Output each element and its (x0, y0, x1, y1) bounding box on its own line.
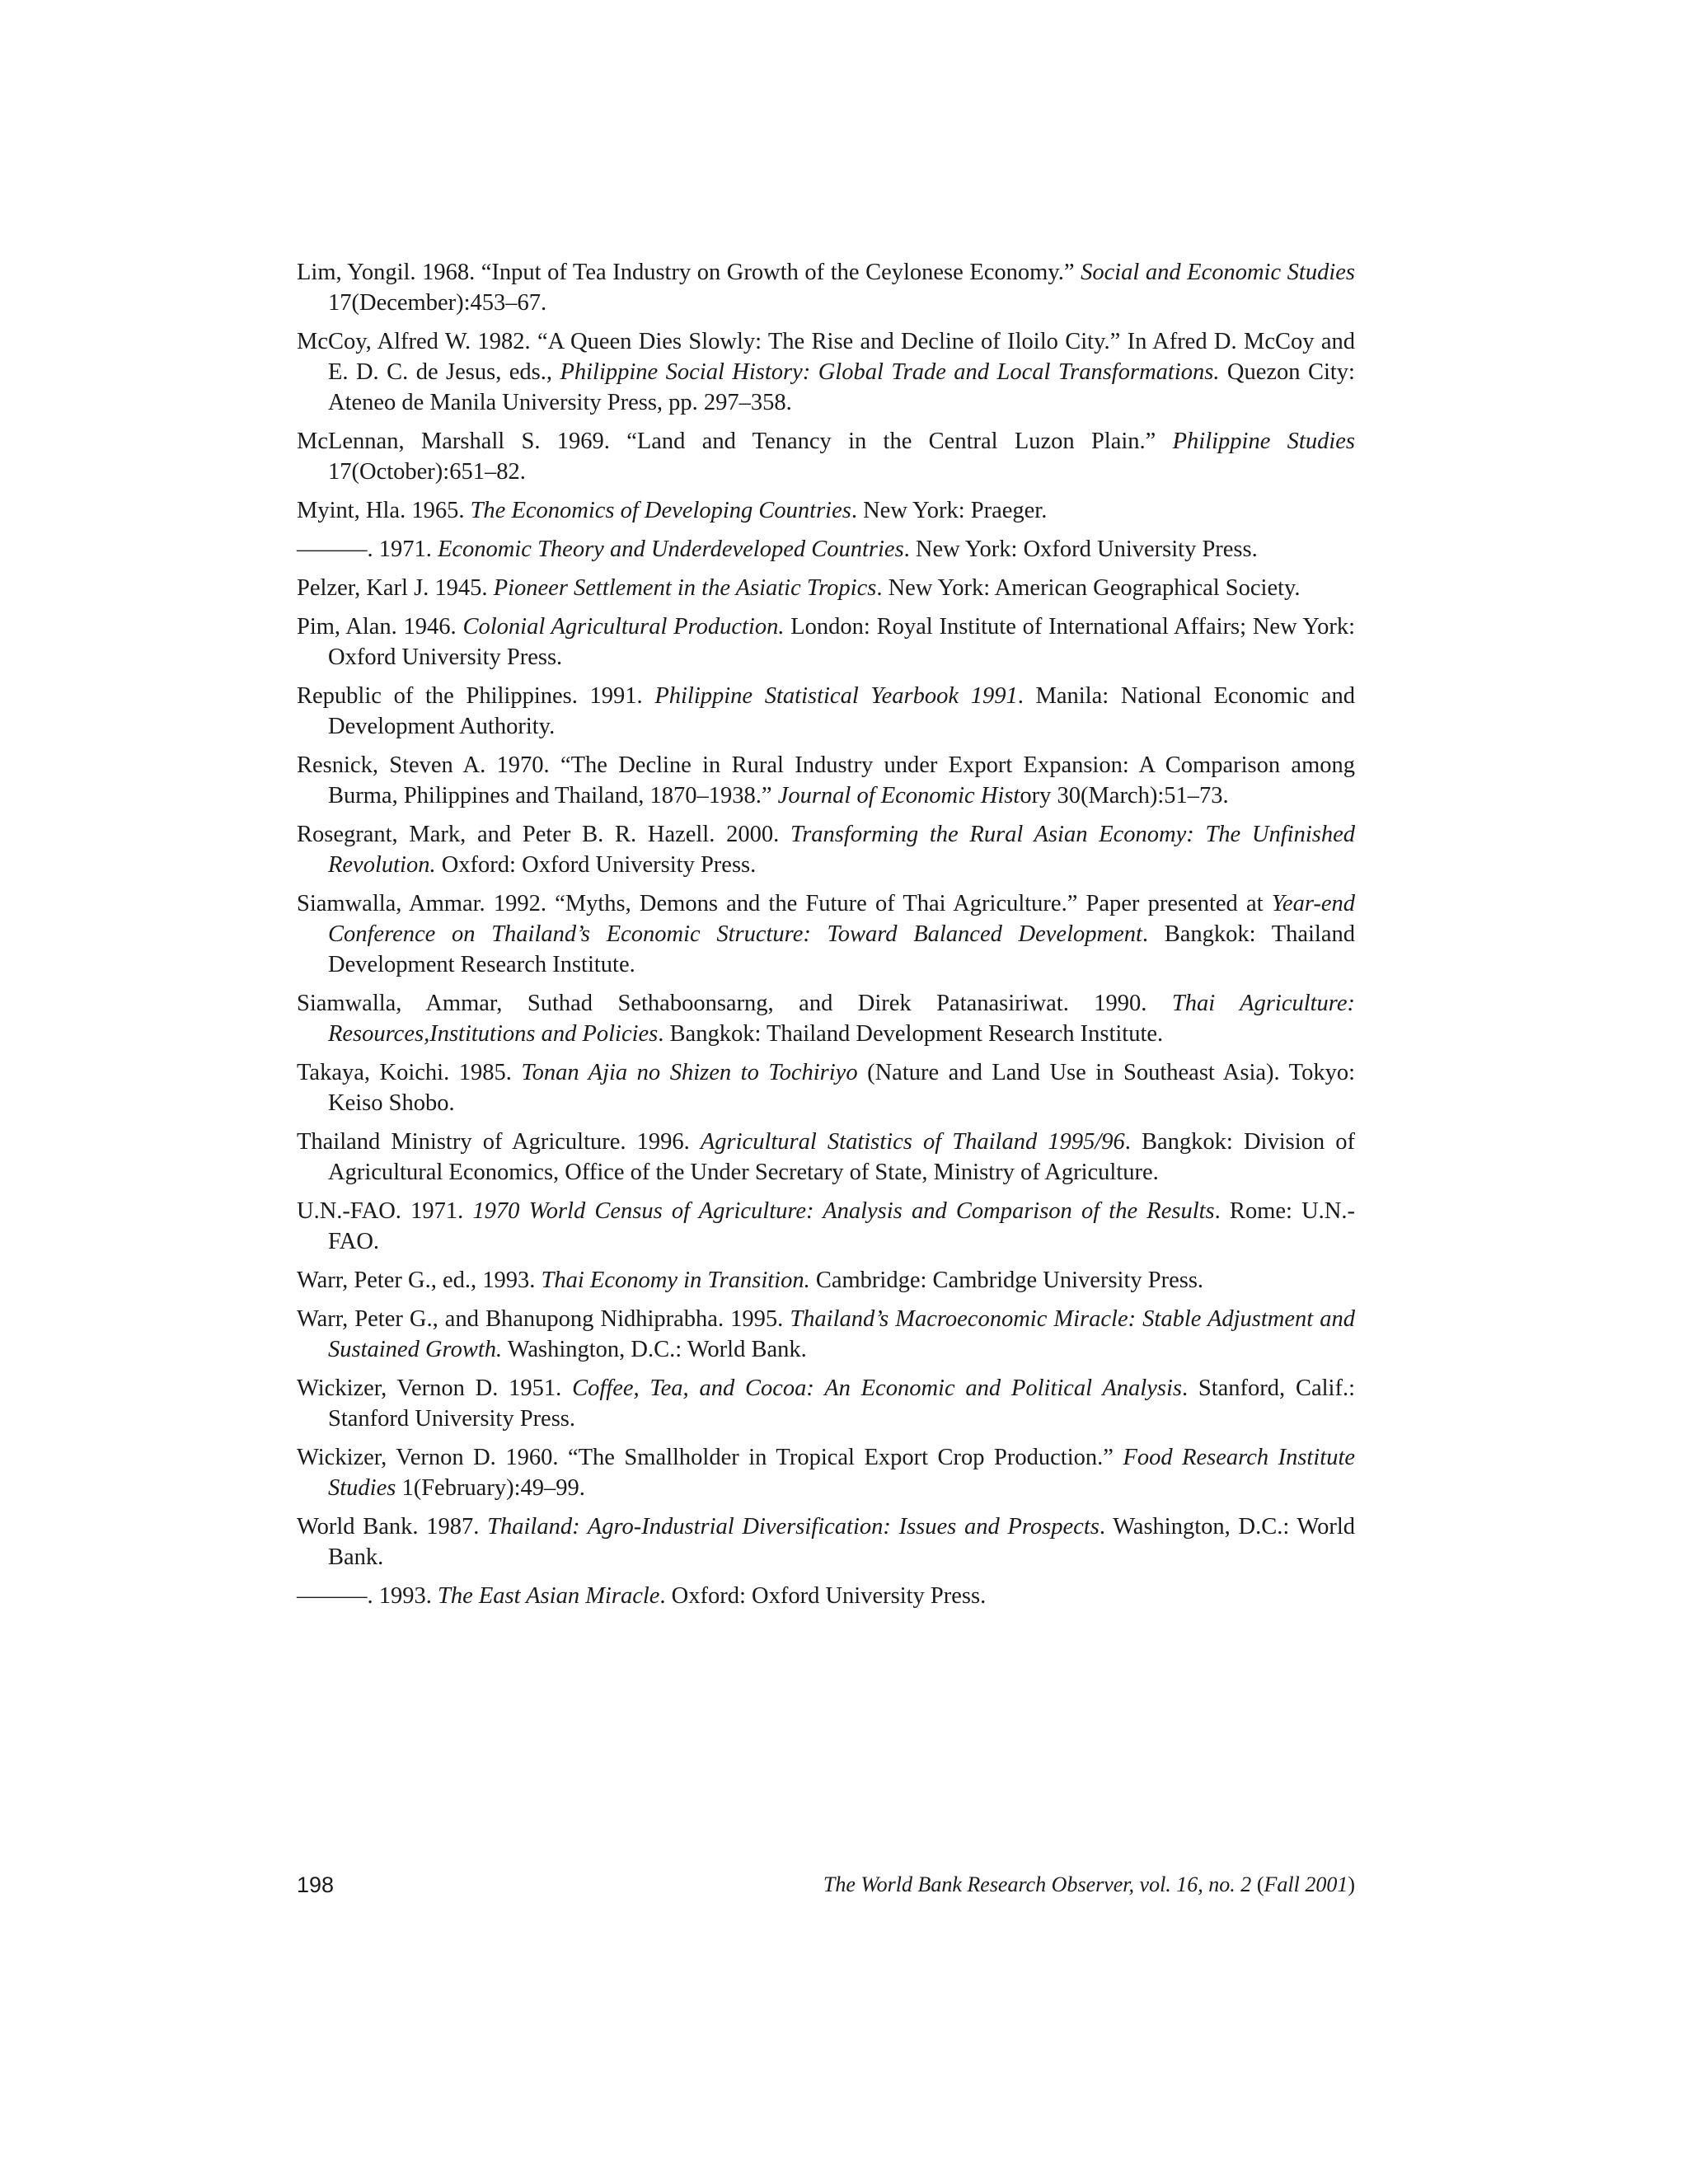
reference-entry: Pim, Alan. 1946. Colonial Agricultural Production. London: Royal Institute of International Affairs; New York: Oxford University Press. (297, 614, 1356, 670)
reference-entry: Warr, Peter G., ed., 1993. Thai Economy in Transition. Cambridge: Cambridge University Press. (297, 1268, 1204, 1293)
reference-entry: Myint, Hla. 1965. The Economics of Developing Countries. New York: Praeger. (297, 498, 1048, 523)
reference-entry: ———. 1993. The East Asian Miracle. Oxford: Oxford University Press. (297, 1583, 987, 1609)
reference-entry: Siamwalla, Ammar, Suthad Sethaboonsarng, and Direk Patanasiriwat. 1990. Thai Agriculture: Resources,Institutions and Policies. Bangkok: Thailand Development Research Institute. (297, 991, 1355, 1047)
reference-entry: Siamwalla, Ammar. 1992. “Myths, Demons and the Future of Thai Agriculture.” Paper presented at Year-end Conference on Thailand’s Economic Structure: Toward Balanced Development. Bangkok: Thailand Development Research Institute. (297, 891, 1356, 977)
page-footer (297, 1872, 1355, 1905)
reference-entry: Wickizer, Vernon D. 1960. “The Smallholder in Tropical Export Crop Production.” Food Research Institute Studies 1(February):49–99. (297, 1445, 1356, 1501)
running-footer: The World Bank Research Observer, vol. 16, no. 2 (Fall 2001) (823, 1872, 1355, 1896)
reference-entry: Wickizer, Vernon D. 1951. Coffee, Tea, and Cocoa: An Economic and Political Analysis. Stanford, Calif.: Stanford University Press. (297, 1376, 1355, 1432)
reference-entry: World Bank. 1987. Thailand: Agro-Industrial Diversification: Issues and Prospects. Washington, D.C.: World Bank. (297, 1514, 1356, 1570)
reference-entry: ———. 1971. Economic Theory and Underdeveloped Countries. New York: Oxford University Press. (297, 537, 1258, 562)
page-number: 198 (297, 1872, 335, 1897)
reference-entry: Lim, Yongil. 1968. “Input of Tea Industry on Growth of the Ceylonese Economy.” Social and Economic Studies 17(December):453–67. (297, 260, 1355, 316)
reference-entry: Takaya, Koichi. 1985. Tonan Ajia no Shizen to Tochiriyo (Nature and Land Use in Southeast Asia). Tokyo: Keiso Shobo. (297, 1060, 1355, 1116)
reference-entry: Rosegrant, Mark, and Peter B. R. Hazell. 2000. Transforming the Rural Asian Economy: The Unfinished Revolution. Oxford: Oxford University Press. (297, 822, 1356, 878)
reference-entry: Resnick, Steven A. 1970. “The Decline in Rural Industry under Export Expansion: A Comparison among Burma, Philippines and Thailand, 1870–1938.” Journal of Economic History 30(March):51–73. (297, 752, 1355, 808)
reference-entry: Warr, Peter G., and Bhanupong Nidhiprabha. 1995. Thailand’s Macroeconomic Miracle: Stable Adjustment and Sustained Growth. Washington, D.C.: World Bank. (297, 1306, 1355, 1362)
reference-entry: McCoy, Alfred W. 1982. “A Queen Dies Slowly: The Rise and Decline of Iloilo City.” In Afred D. McCoy and E. D. C. de Jesus, eds., Philippine Social History: Global Trade and Local Transformations. Quezon City: Ateneo de Manila University Press, pp. 297–358. (297, 329, 1355, 415)
reference-entry: McLennan, Marshall S. 1969. “Land and Tenancy in the Central Luzon Plain.” Philippine Studies 17(October):651–82. (297, 429, 1355, 485)
reference-entry: Thailand Ministry of Agriculture. 1996. Agricultural Statistics of Thailand 1995/96. Bangkok: Division of Agricultural Economics, Office of the Under Secretary of State, Ministry of Agriculture. (297, 1129, 1355, 1185)
reference-list (297, 257, 1355, 1619)
reference-entry: Pelzer, Karl J. 1945. Pioneer Settlement in the Asiatic Tropics. New York: American Geographical Society. (297, 575, 1301, 601)
reference-entry: U.N.-FAO. 1971. 1970 World Census of Agriculture: Analysis and Comparison of the Results. Rome: U.N.-FAO. (297, 1198, 1356, 1254)
reference-entry: Republic of the Philippines. 1991. Philippine Statistical Yearbook 1991. Manila: National Economic and Development Authority. (297, 683, 1355, 739)
